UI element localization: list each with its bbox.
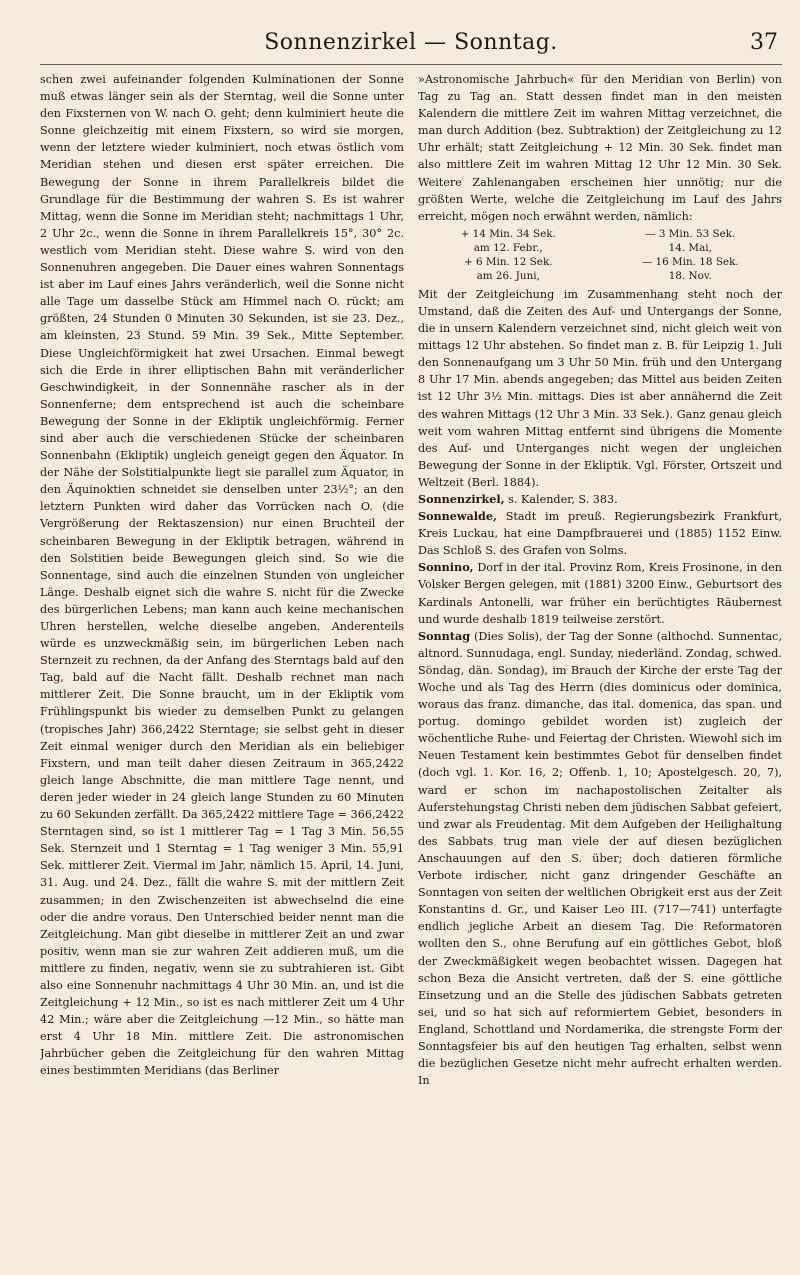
page-title: Sonnenzirkel — Sonntag. — [264, 30, 558, 55]
table-cell: + 6 Min. 12 Sek. — [463, 255, 553, 268]
equation-of-time-table — [418, 227, 782, 283]
entry-headword: Sonnenzirkel, — [418, 491, 505, 506]
entry-sonnewalde — [418, 508, 782, 559]
entry-sonnino — [418, 559, 782, 627]
table-cell: — 3 Min. 53 Sek. — [645, 227, 736, 240]
table-row — [418, 269, 782, 283]
table-cell: 18. Nov. — [668, 269, 712, 282]
table-cell: + 14 Min. 34 Sek. — [460, 227, 556, 240]
paragraph: schen zwei aufeinander folgenden Kulminationen der Sonne muß etwas länger sein als der Sterntag, weil die Sonne unter den Fixsternen von W. nach O. geht; denn kulminiert heute die Sonne gleichzeitig mit einem Fixstern, so wird sie morgen, wenn der letztere wieder kulminiert, noch etwas östlich vom Meridian stehen und diesen erst später erreichen. Die Bewegung der Sonne in ihrem Parallelkreis bildet die Grundlage für die Bestimmung der wahren S. Es ist wahrer Mittag, wenn die Sonne im Meridian steht; nachmittags 1 Uhr, 2 Uhr 2c., wenn die Sonne in ihrem Parallelkreis 15°, 30° 2c. westlich vom Meridian steht. Diese wahre S. wird von den Sonnenuhren angegeben. Die Dauer eines wahren Sonnentags ist aber im Lauf eines Jahrs veränderlich, weil die Sonne nicht alle Tage um dasselbe Stück am Himmel nach O. rückt; am größten, 24 Stunden 0 Minuten 30 Sekunden, ist sie 23. Dez., am kleinsten, 23 Stund. 59 Min. 39 Sek., Mitte September. Diese Ungleichförmigkeit hat zwei Ursachen. Einmal bewegt sich die Erde in ihrer elliptischen Bahn mit veränderlicher Geschwindigkeit, in der Sonnennähe rascher als in der Sonnenferne; dem entsprechend ist auch die scheinbare Bewegung der Sonne in der Ekliptik ungleichförmig. Ferner sind aber auch die verschiedenen Stücke der scheinbaren Sonnenbahn (Ekliptik) ungleich geneigt gegen den Äquator. In der Nähe der Solstitialpunkte liegt sie parallel zum Äquator, in den Äquinoktien schneidet sie denselben unter 23½°; an den letztern Punkten wird daher das Vorrücken nach O. (die Vergrößerung der Rektaszension) nur einen Bruchteil der scheinbaren Bewegung in der Ekliptik betragen, während in den Solstitien beide Bewegungen gleich sind. So wie die Sonnentage, sind auch die einzelnen Stunden von ungleicher Länge. Deshalb eignet sich die wahre S. nicht für die Zwecke des bürgerlichen Lebens; man kann auch keine mechanischen Uhren herstellen, welche dieselbe angeben. Anderenteils würde es unzweckmäßig sein, im bürgerlichen Leben nach Sternzeit zu rechnen, da der Anfang des Sterntags bald auf den Tag, bald auf die Nacht fällt. Deshalb rechnet man nach mittlerer Zeit. Die Sonne braucht, um in der Ekliptik vom Frühlingspunkt bis wieder zu demselben Punkt zu gelangen (tropisches Jahr) 366,2422 Sterntage; sie selbst geht in dieser Zeit einmal weniger durch den Meridian als ein beliebiger Fixstern, und man teilt daher diesen Zeitraum in 365,2422 gleich lange Abschnitte, die man mittlere Tage nennt, und deren jeder wieder in 24 gleich lange Stunden zu 60 Minuten zu 60 Sekunden zerfällt. Da 365,2422 mittlere Tage = 366,2422 Sterntagen sind, so ist 1 mittlerer Tag = 1 Tag 3 Min. 56,55 Sek. Sternzeit und 1 Sterntag = 1 Tag weniger 3 Min. 55,91 Sek. mittlerer Zeit. Viermal im Jahr, nämlich 15. April, 14. Juni, 31. Aug. und 24. Dez., fällt die wahre S. mit der mittlern Zeit zusammen; in den Zwischenzeiten ist abwechselnd die eine oder die andre voraus. Den Unterschied beider nennt man die Zeitgleichung. Man gibt dieselbe in mittlerer Zeit an und zwar positiv, wenn man sie zur wahren Zeit addieren muß, um die mittlere zu finden, negativ, wenn sie zu subtrahieren ist. Gibt also eine Sonnenuhr nachmittags 4 Uhr 30 Min. an, und ist die Zeitgleichung + 12 Min., so ist es nach mittlerer Zeit um 4 Uhr 42 Min.; wäre aber die Zeitgleichung —12 Min., so hätte man erst 4 Uhr 18 Min. mittlere Zeit. Die astronomischen Jahrbücher geben die Zeitgleichung für den wahren Mittag eines bestimmten Meridians (das Berliner — [40, 73, 404, 1078]
entry-headword: Sonnewalde, — [418, 509, 497, 524]
entry-text: Stadt im preuß. Regierungsbezirk Frankfurt, Kreis Luckau, hat eine Dampfbrauerei und (1885) 1152 Einw. Das Schloß S. des Grafen von Solms. — [418, 510, 782, 558]
table-cell: — 16 Min. 18 Sek. — [641, 255, 739, 268]
table-cell: 14. Mai, — [668, 241, 712, 254]
entry-headword: Sonnino, — [418, 560, 474, 575]
left-column — [40, 71, 404, 1266]
running-header — [40, 28, 782, 65]
paragraph: »Astronomische Jahrbuch« für den Meridian von Berlin) von Tag zu Tag an. Statt dessen findet man in den meisten Kalendern die mittlere Zeit im wahren Mittag verzeichnet, die man durch Addition (bez. Subtraktion) der Zeitgleichung zu 12 Uhr erhält; statt Zeitgleichung + 12 Min. 30 Sek. findet man also mittlere Zeit im wahren Mittag 12 Uhr 12 Min. 30 Sek. Weitere Zahlenangaben erscheinen hier unnötig; nur die größten Werte, welche die Zeitgleichung im Lauf des Jahrs erreicht, mögen noch erwähnt werden, nämlich: — [418, 73, 782, 223]
table-row — [418, 255, 782, 269]
right-column — [418, 71, 782, 1266]
table-row — [418, 227, 782, 241]
entry-sonntag — [418, 628, 782, 1090]
entry-headword: Sonntag — [418, 628, 471, 643]
entry-text: Dorf in der ital. Provinz Rom, Kreis Frosinone, in den Volsker Bergen gelegen, mit (1881) 3200 Einw., Geburtsort des Kardinals Antonelli, war früher ein berüchtigtes Räubernest und wurde deshalb 1819 teilweise zerstört. — [418, 561, 782, 626]
table-cell: am 12. Febr., — [473, 241, 543, 254]
entry-text: s. Kalender, S. 383. — [504, 492, 618, 506]
entry-text: (Dies Solis), der Tag der Sonne (althochd. Sunnentac, altnord. Sunnudaga, engl. Sunday, niederländ. Zondag, schwed. Söndag, dän. Sondag), im Brauch der Kirche der erste Tag der Woche und als Tag des Herrn (dies dominicus oder dominica, woraus das franz. dimanche, das ital. domenica, das span. und portug. domingo gebildet worden ist) zugleich der wöchentliche Ruhe- und Feiertag der Christen. Wiewohl sich im Neuen Testament kein bestimmtes Gebot für denselben findet (doch vgl. 1. Kor. 16, 2; Offenb. 1, 10; Apostelgesch. 20, 7), ward er schon im nachapostolischen Zeitalter als Auferstehungstag Christi neben dem jüdischen Sabbat gefeiert, und zwar als Freudentag. Mit dem Aufgeben der Heilighaltung des Sabbats trug man viele der auf diesen bezüglichen Anschauungen auf den S. über; doch datieren förmliche Verbote irdischer, nicht ganz dringender Geschäfte an Sonntagen von seiten der weltlichen Obrigkeit erst aus der Zeit Konstantins d. Gr., und Kaiser Leo III. (717—741) unterfagte endlich jegliche Arbeit an diesem Tag. Die Reformatoren wollten den S., ohne Berufung auf ein göttliches Gebot, bloß der Zweckmäßigkeit wegen beobachtet wissen. Dagegen hat schon Beza die Ansicht vertreten, daß der S. eine göttliche Einsetzung und an die Stelle des jüdischen Sabbats getreten sei, und so hat sich auf reformiertem Gebiet, besonders in England, Schottland und Nordamerika, die strengste Form der Sonntagsfeier bis auf den heutigen Tag erhalten, selbst wenn die bezüglichen Gesetze nicht mehr aufrecht erhalten werden. In — [418, 629, 782, 1088]
text-columns — [40, 71, 782, 1266]
paragraph: Mit der Zeitgleichung im Zusammenhang steht noch der Umstand, daß die Zeiten des Auf- und Untergangs der Sonne, die in unsern Kalendern verzeichnet sind, nicht gleich weit von mittags 12 Uhr abstehen. So findet man z. B. für Leipzig 1. Juli den Sonnenaufgang um 3 Uhr 50 Min. früh und den Untergang 8 Uhr 17 Min. abends angegeben; das Mittel aus beiden Zeiten ist 12 Uhr 3½ Min. mittags. Dies ist aber annähernd die Zeit des wahren Mittags (12 Uhr 3 Min. 33 Sek.). Ganz genau gleich weit vom wahren Mittag entfernt sind übrigens die Momente des Auf- und Unterganges nicht wegen der ungleichen Bewegung der Sonne in der Ekliptik. Vgl. Förster, Ortszeit und Weltzeit (Berl. 1884). — [418, 287, 782, 489]
page-number: 37 — [750, 30, 778, 55]
table-cell: am 26. Juni, — [476, 269, 540, 282]
entry-sonnenzirkel — [418, 491, 782, 508]
table-row — [418, 241, 782, 255]
